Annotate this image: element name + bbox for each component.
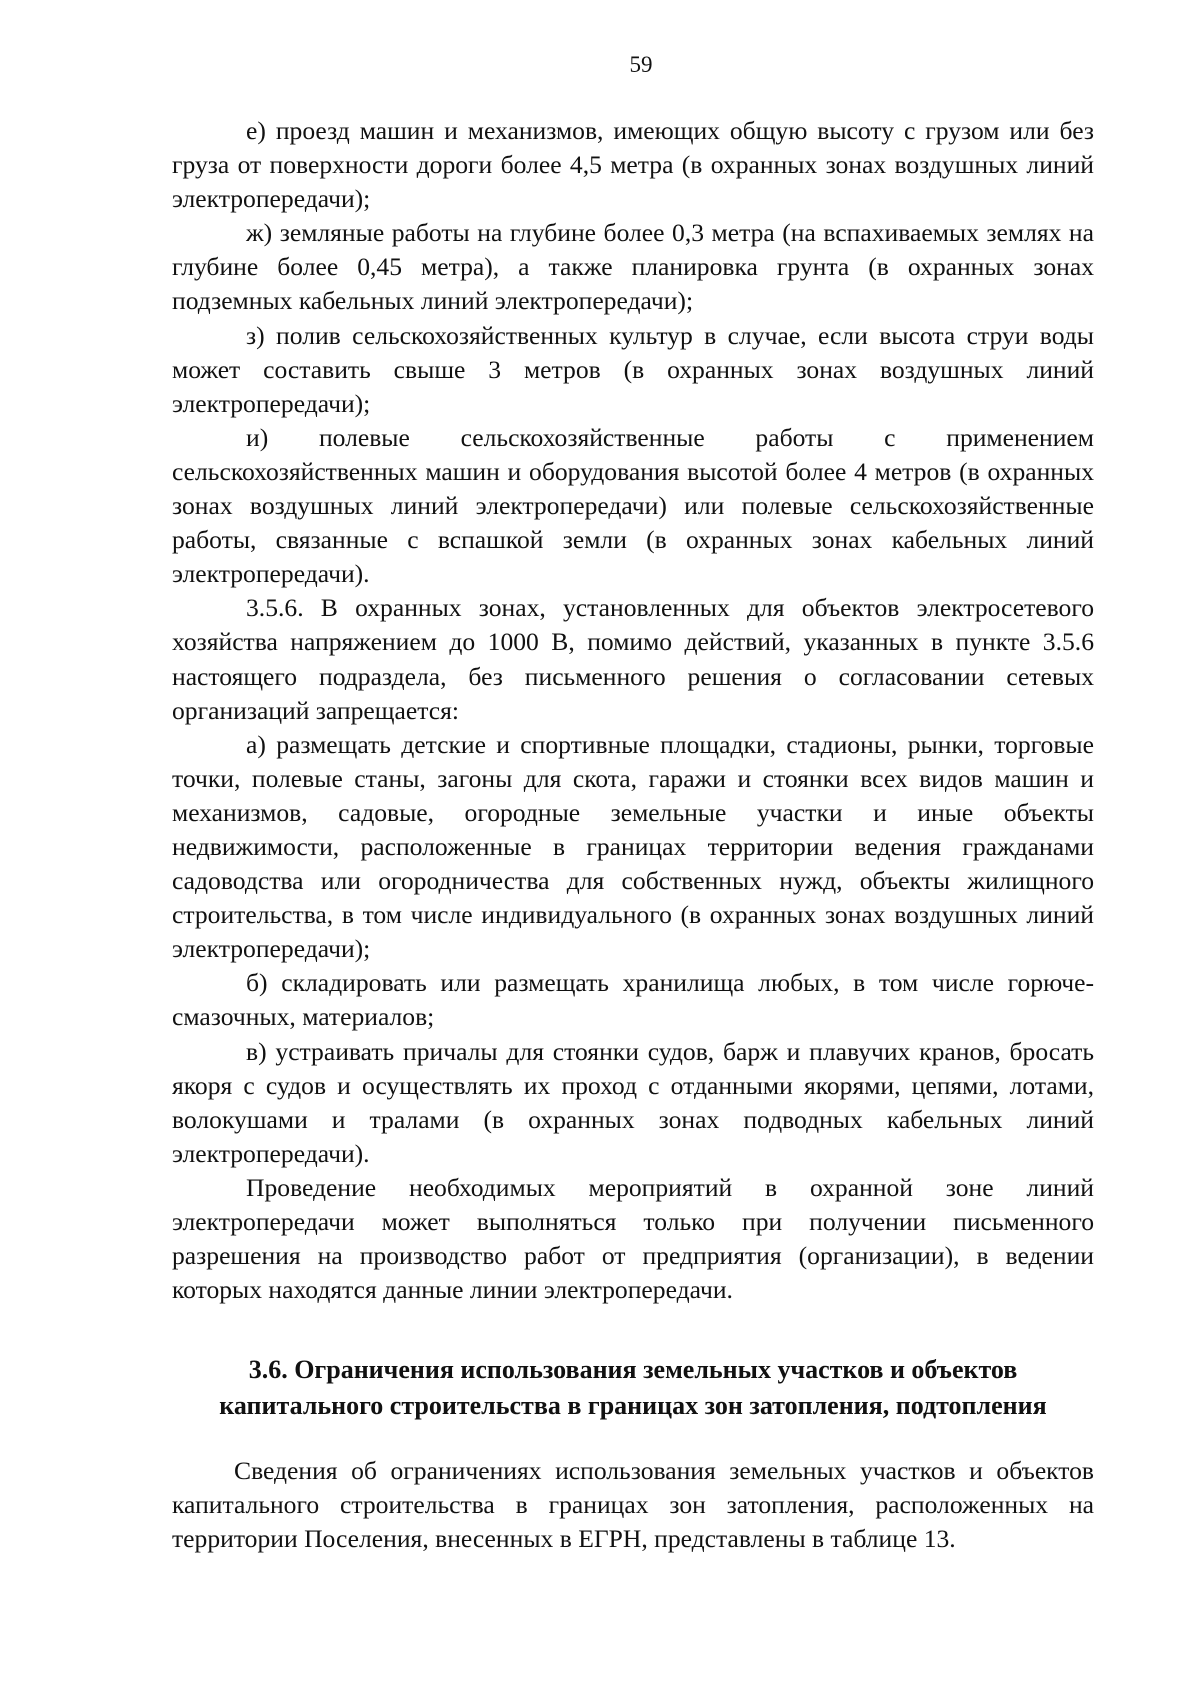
page-number: 59 — [629, 52, 653, 77]
section-heading-line-1: 3.6. Ограничения использования земельных участков и объектов — [248, 1355, 1018, 1384]
section-intro-paragraph: Сведения об ограничениях использования земельных участков и объектов капитального строительства в границах зон затопления, расположенных на территории Поселения, внесенных в ЕГРН, представлены в таблице 13. — [172, 1456, 1094, 1553]
paragraph-v: в) устраивать причалы для стоянки судов, барж и плавучих кранов, бросать якоря с судов и осуществлять их проход с отданными якорями, цепями, лотами, волокушами и тралами (в охранных зонах подводных кабельных линий электропередачи). — [172, 1036, 1094, 1168]
paragraph-conclusion: Проведение необходимых мероприятий в охранной зоне линий электропередачи может выполняться только при получении письменного разрешения на производство работ от предприятия (организации), в ведении которых находятся данные линии электропередачи. — [172, 1172, 1094, 1305]
paragraph-zh: ж) земляные работы на глубине более 0,3 метра (на вспахиваемых землях на глубине более 0,45 метра), а также планировка грунта (в охранных зонах подземных кабельных линий электропередачи); — [172, 218, 1094, 316]
paragraph-a: а) размещать детские и спортивные площадки, стадионы, рынки, торговые точки, полевые станы, загоны для скота, гаражи и стоянки всех видов машин и механизмов, садовые, огородные земельные участки и иные объекты недвижимости, расположенные в границах территории ведения гражданами садоводства или огородничества для собственных нужд, объекты жилищного строительства, в том числе индивидуального (в охранных зонах воздушных линий электропередачи); — [172, 729, 1094, 964]
paragraph-b: б) складировать или размещать хранилища любых, в том числе горюче-смазочных, материалов; — [172, 968, 1094, 1032]
section-intro — [172, 1454, 1094, 1556]
paragraph-i: и) полевые сельскохозяйственные работы с применением сельскохозяйственных машин и оборудования высотой более 4 метров (в охранных зонах воздушных линий электропередачи) или полевые сельскохозяйственные работы, связанные с вспашкой земли (в охранных зонах кабельных линий электропередачи). — [172, 422, 1094, 589]
paragraph-e: е) проезд машин и механизмов, имеющих общую высоту с грузом или без груза от поверхности дороги более 4,5 метра (в охранных зонах воздушных линий электропередачи); — [172, 116, 1094, 214]
section-heading — [172, 1352, 1094, 1424]
body-text — [172, 114, 1094, 1307]
section-heading-line-2: капитального строительства в границах зон затопления, подтопления — [219, 1391, 1047, 1420]
paragraph-z: з) полив сельскохозяйственных культур в случае, если высота струи воды может составить свыше 3 метров (в охранных зонах воздушных линий электропередачи); — [172, 320, 1094, 418]
paragraph-3-5-6: 3.5.6. В охранных зонах, установленных для объектов электросетевого хозяйства напряжением до 1000 В, помимо действий, указанных в пункте 3.5.6 настоящего подраздела, без письменного решения о согласовании сетевых организаций запрещается: — [172, 593, 1094, 725]
